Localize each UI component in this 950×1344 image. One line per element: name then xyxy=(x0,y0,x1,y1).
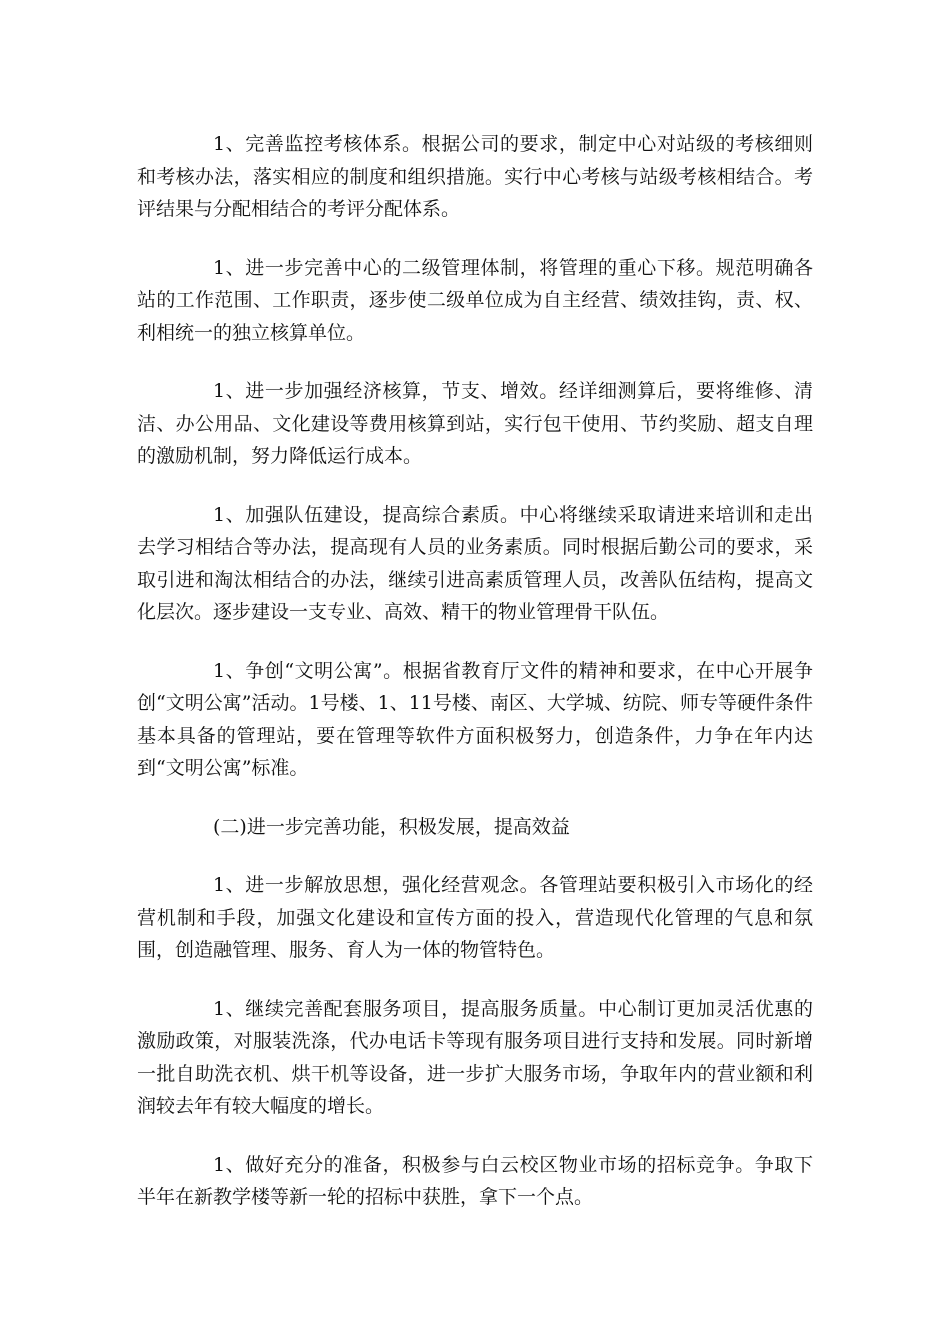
paragraph-bidding: 1、做好充分的准备，积极参与白云校区物业市场的招标竞争。争取下半年在新教学楼等新一轮的招标中获胜，拿下一个点。 xyxy=(137,1153,813,1208)
paragraph-assessment-system: 1、完善监控考核体系。根据公司的要求，制定中心对站级的考核细则和考核办法，落实相应的制度和组织措施。实行中心考核与站级考核相结合。考评结果与分配相结合的考评分配体系。 xyxy=(137,133,813,220)
paragraph-business-concept: 1、进一步解放思想，强化经营观念。各管理站要积极引入市场化的经营机制和手段，加强文化建设和宣传方面的投入，营造现代化管理的气息和氛围，创造融管理、服务、育人为一体的物管特色。 xyxy=(137,874,813,961)
paragraph-economic-accounting: 1、进一步加强经济核算，节支、增效。经详细测算后，要将维修、清洁、办公用品、文化建设等费用核算到站，实行包干使用、节约奖励、超支自理的激励机制，努力降低运行成本。 xyxy=(137,380,813,467)
paragraph-team-building: 1、加强队伍建设，提高综合素质。中心将继续采取请进来培训和走出去学习相结合等办法，提高现有人员的业务素质。同时根据后勤公司的要求，采取引进和淘汰相结合的办法，继续引进高素质管理人员，改善队伍结构，提高文化层次。逐步建设一支专业、高效、精干的物业管理骨干队伍。 xyxy=(137,503,813,623)
paragraph-civilized-apartment: 1、争创“文明公寓”。根据省教育厅文件的精神和要求，在中心开展争创“文明公寓”活动。1号楼、1、11号楼、南区、大学城、纺院、师专等硬件条件基本具备的管理站，要在管理等软件方面积极努力，创造条件，力争在年内达到“文明公寓”标准。 xyxy=(137,659,813,779)
paragraph-management-system: 1、进一步完善中心的二级管理体制，将管理的重心下移。规范明确各站的工作范围、工作职责，逐步使二级单位成为自主经营、绩效挂钩，责、权、利相统一的独立核算单位。 xyxy=(137,256,813,344)
paragraph-service-projects: 1、继续完善配套服务项目，提高服务质量。中心制订更加灵活优惠的激励政策，对服装洗涤，代办电话卡等现有服务项目进行支持和发展。同时新增一批自助洗衣机、烘干机等设备，进一步扩大服务市场，争取年内的营业额和利润较去年有较大幅度的增长。 xyxy=(137,997,813,1117)
section-heading: (二)进一步完善功能，积极发展，提高效益 xyxy=(213,815,570,838)
document-body xyxy=(137,128,813,1240)
